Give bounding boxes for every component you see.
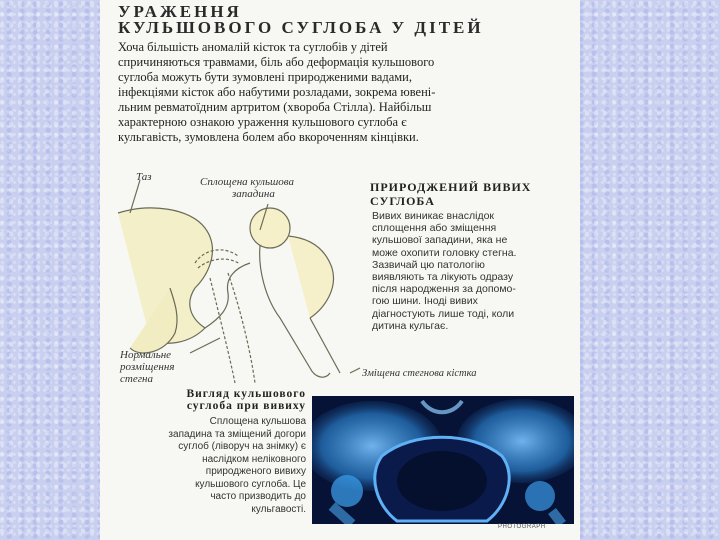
xray-pelvis-graphic bbox=[312, 396, 574, 524]
intro-paragraph bbox=[118, 40, 578, 145]
xray-text: Сплощена кульшова западина та зміщений догори суглоб (ліворуч на знімку) є наслідком неліковного природженого вивиху кульшового суглоба. Це часто призводить до кульгавості. bbox=[168, 416, 306, 515]
xray-title: Вигляд кульшового суглоба при вивиху bbox=[186, 388, 306, 412]
photo-caption: PHOTOGRAPH bbox=[498, 524, 546, 530]
xray-description bbox=[106, 388, 306, 516]
intro-line: льним ревматоїдним артритом (хвороба Стілла). Найбільш bbox=[118, 100, 432, 114]
dislocation-box-title: ПРИРОДЖЕНИЙ ВИВИХ СУГЛОБА bbox=[370, 180, 532, 208]
xray-image bbox=[312, 396, 574, 524]
label-shifted-femur: Зміщена стегнова кістка bbox=[362, 368, 477, 379]
intro-line: Хоча більшість аномалій кісток та суглобів у дітей bbox=[118, 40, 388, 54]
label-normal-position: Нормальне розміщення стегна bbox=[120, 349, 175, 385]
intro-line: характерною ознакою ураження кульшового суглоба є bbox=[118, 115, 407, 129]
intro-line: суглоба можуть бути зумовлені природженими вадами, bbox=[118, 70, 412, 84]
label-pelvis: Таз bbox=[136, 171, 152, 183]
label-flat-socket: Сплощена кульшова западина bbox=[200, 176, 294, 200]
scanned-page bbox=[100, 0, 580, 540]
intro-line: спричиняються травмами, біль або деформація кульшового bbox=[118, 55, 435, 69]
title-line-2: КУЛЬШОВОГО СУГЛОБА У ДІТЕЙ bbox=[118, 18, 484, 37]
intro-line: інфекціями кісток або набутими розладами, зокрема ювені- bbox=[118, 85, 436, 99]
dislocation-box-text: Вивих виникає внаслідок сплощення або зміщення кульшової западини, яка не може охопити головку стегна. Зазвичай цю патологію виявляють та лікують одразу після народження за допомо- гою шини. Іноді вивих діагностують лише тоді, коли дитина кульгає. bbox=[372, 210, 517, 332]
title-line-1: УРАЖЕННЯ bbox=[118, 2, 242, 21]
intro-line: кульгавість, зумовлена болем або вкороченням кінцівки. bbox=[118, 130, 419, 144]
page-title bbox=[118, 4, 578, 36]
